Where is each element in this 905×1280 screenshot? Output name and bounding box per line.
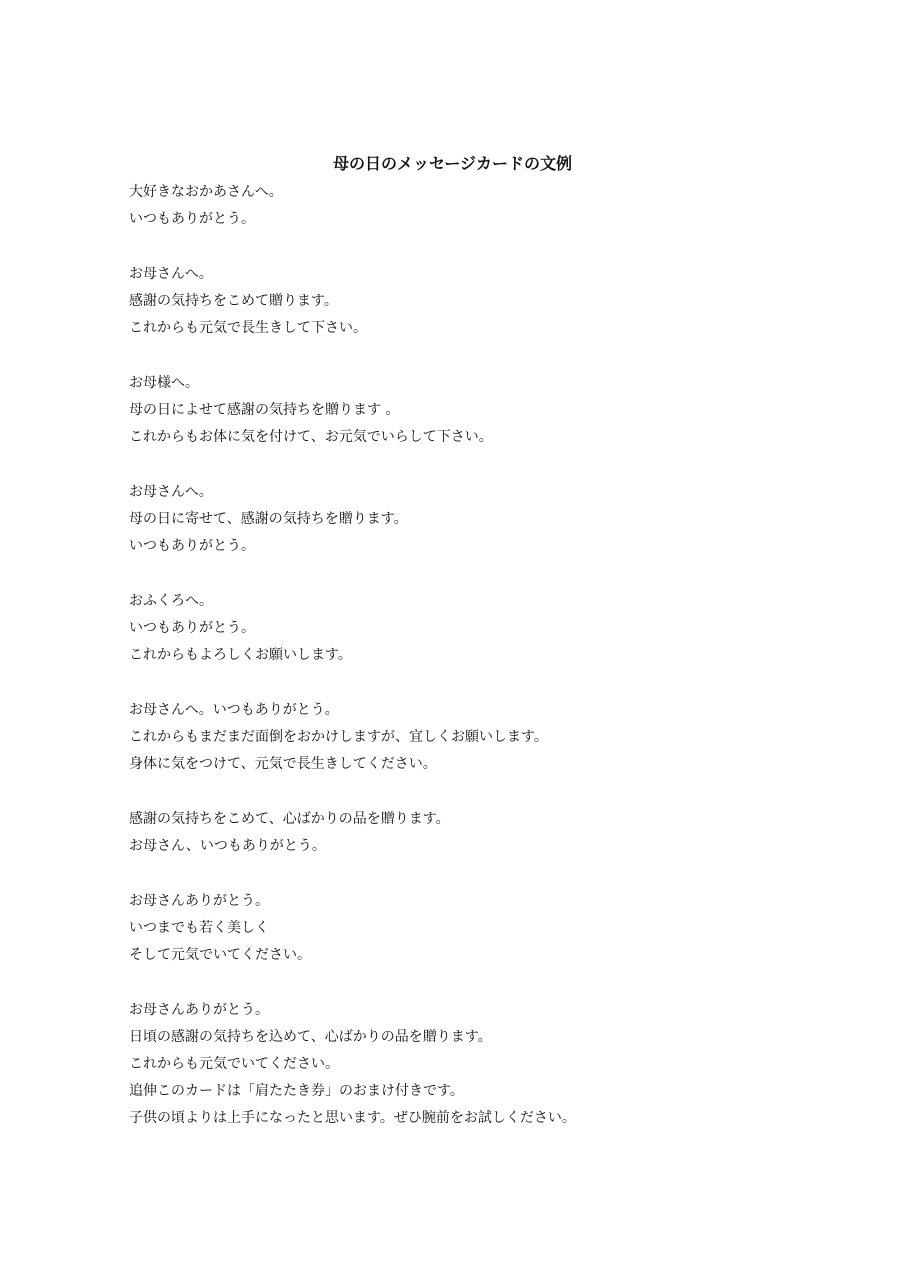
message-line: 母の日に寄せて、感謝の気持ちを贈ります。 bbox=[129, 511, 408, 527]
message-line: 感謝の気持ちをこめて、心ばかりの品を贈ります。 bbox=[129, 811, 450, 827]
message-line: 母の日によせて感謝の気持ちを贈ります 。 bbox=[129, 402, 400, 418]
message-line: いつまでも若く美しく bbox=[129, 920, 269, 936]
message-6 bbox=[129, 697, 869, 778]
message-line: そして元気でいてください。 bbox=[129, 947, 311, 963]
message-line: お母さんへ。 bbox=[129, 266, 213, 282]
message-line: 感謝の気持ちをこめて贈ります。 bbox=[129, 293, 338, 309]
message-3 bbox=[129, 370, 869, 451]
message-line: 子供の頃よりは上手になったと思います。ぜひ腕前をお試しください。 bbox=[129, 1110, 576, 1126]
message-line: お母様へ。 bbox=[129, 375, 199, 391]
message-line: おふくろへ。 bbox=[129, 593, 213, 609]
message-1 bbox=[129, 179, 869, 233]
message-line: これからも元気でいてください。 bbox=[129, 1056, 339, 1072]
message-line: お母さんありがとう。 bbox=[129, 1002, 269, 1018]
message-line: お母さんありがとう。 bbox=[129, 893, 269, 909]
message-list bbox=[129, 179, 869, 1160]
message-line: 追伸このカードは「肩たたき券」のおまけ付きです。 bbox=[129, 1083, 464, 1099]
message-line: いつもありがとう。 bbox=[129, 538, 255, 554]
message-line: これからもお体に気を付けて、お元気でいらして下さい。 bbox=[129, 429, 493, 445]
message-line: お母さん、いつもありがとう。 bbox=[129, 838, 326, 854]
message-line: いつもありがとう。 bbox=[129, 620, 255, 636]
message-2 bbox=[129, 261, 869, 342]
message-4 bbox=[129, 479, 869, 560]
document-title: 母の日のメッセージカードの文例 bbox=[332, 154, 573, 173]
message-line: 大好きなおかあさんへ。 bbox=[129, 184, 283, 200]
message-line: お母さんへ。いつもありがとう。 bbox=[129, 702, 339, 718]
message-line: これからもよろしくお願いします。 bbox=[129, 647, 352, 663]
message-line: これからもまだまだ面倒をおかけしますが、宜しくお願いします。 bbox=[129, 729, 548, 745]
message-line: 日頃の感謝の気持ちを込めて、心ばかりの品を贈ります。 bbox=[129, 1029, 492, 1045]
message-5 bbox=[129, 588, 869, 669]
message-line: これからも元気で長生きして下さい。 bbox=[129, 320, 367, 336]
message-line: お母さんへ。 bbox=[129, 484, 213, 500]
message-7 bbox=[129, 806, 869, 860]
message-8 bbox=[129, 888, 869, 969]
message-line: 身体に気をつけて、元気で長生きしてください。 bbox=[129, 756, 437, 772]
message-9 bbox=[129, 997, 869, 1132]
message-line: いつもありがとう。 bbox=[129, 211, 255, 227]
